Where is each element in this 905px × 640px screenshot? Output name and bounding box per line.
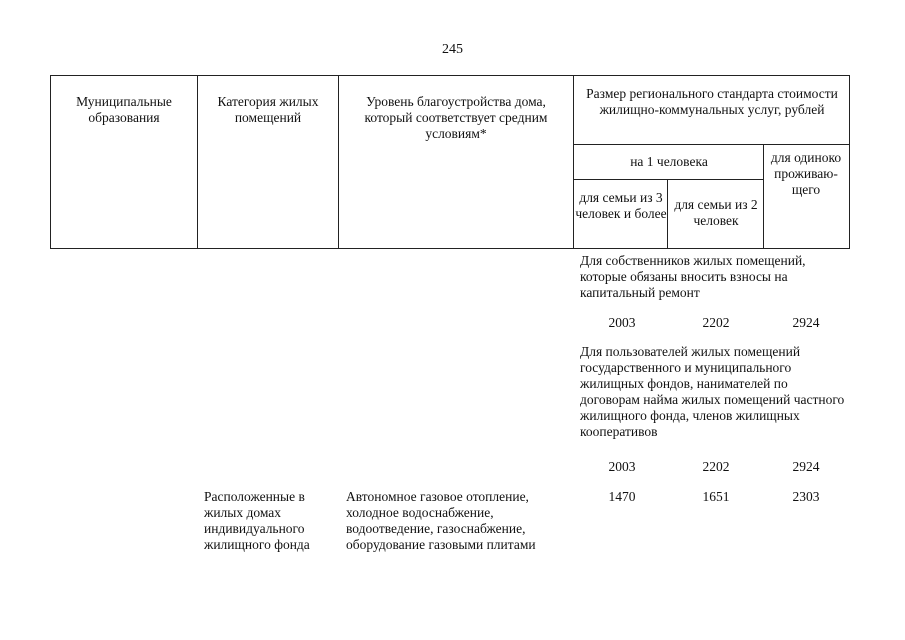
header-per-person: на 1 человека: [630, 154, 708, 169]
value-family-2: 1651: [702, 489, 730, 504]
value-family-2: 2202: [702, 459, 730, 474]
value-family-3: 2003: [608, 315, 636, 330]
header-family-3: для семьи из 3 человек и более: [575, 190, 667, 221]
header-comfort-level: Уровень благоустройства дома, который соответствует средним условиям*: [364, 94, 548, 141]
value-family-3: 1470: [608, 489, 636, 504]
header-standard-size: Размер регионального стандарта стоимости жилищно-коммунальных услуг, рублей: [586, 86, 838, 117]
page-number: 245: [442, 42, 463, 57]
value-family-2: 2202: [702, 315, 730, 330]
row-category: Расположенные в жилых домах индивидуального жилищного фонда: [204, 489, 310, 552]
value-family-3: 2003: [608, 459, 636, 474]
value-single: 2924: [792, 315, 820, 330]
value-single: 2303: [792, 489, 820, 504]
section-heading: Для пользователей жилых помещений государственного и муниципального жилищных фондов, нанимателей по договорам найма жилых помещений частного жилищного фонда, членов жилищных кооперативов: [580, 344, 845, 439]
header-family-2: для семьи из 2 человек: [674, 197, 758, 228]
header-category: Категория жилых помещений: [217, 94, 319, 125]
header-single-person: для одиноко проживаю-щего: [770, 150, 842, 197]
section-heading: Для собственников жилых помещений, которые обязаны вносить взносы на капитальный ремонт: [580, 253, 806, 300]
row-comfort-level: Автономное газовое отопление, холодное водоснабжение, водоотведение, газоснабжение, оборудование газовыми плитами: [346, 489, 536, 552]
header-municipalities: Муниципальные образования: [76, 94, 172, 125]
value-single: 2924: [792, 459, 820, 474]
